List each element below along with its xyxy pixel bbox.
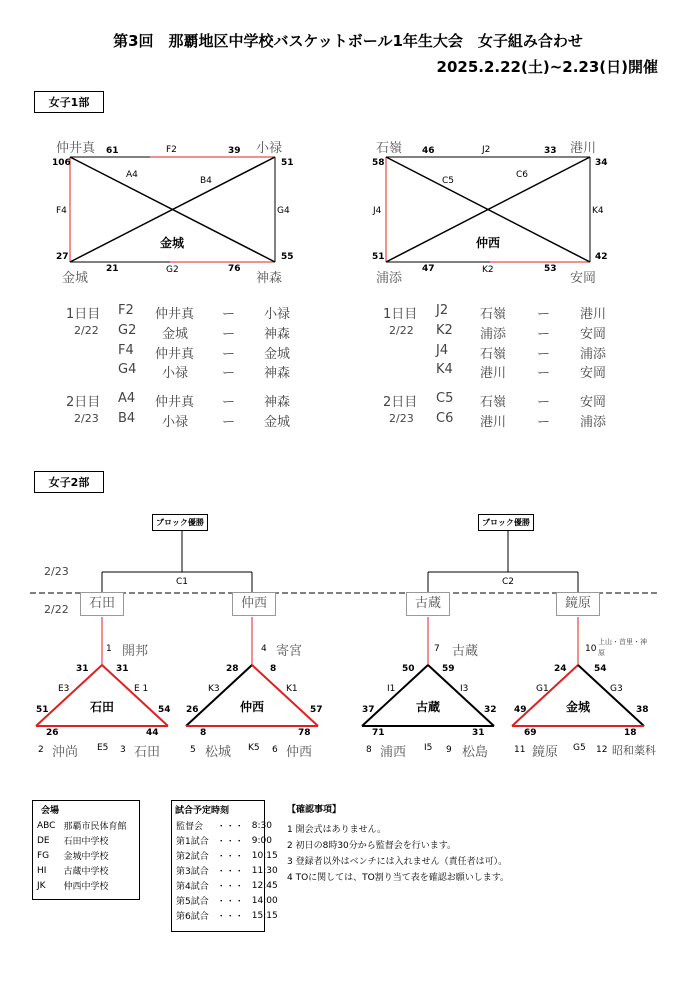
away-team: 港川 — [580, 307, 607, 322]
venue-code: ABC — [37, 820, 56, 831]
note-item: 4 TOに関しては、TO割り当て表を確認お願いします。 — [287, 873, 510, 883]
score: 31 — [116, 664, 129, 674]
box-team: 鏡原 — [556, 592, 600, 616]
time-box — [171, 800, 278, 932]
box-team: 石田 — [80, 592, 124, 616]
seed-team: 松島 — [462, 745, 489, 760]
date-day2: 2/23 — [44, 565, 69, 578]
away-team: 神森 — [264, 366, 291, 381]
seed-team: 上山・首里・神原 — [598, 638, 647, 657]
time-label: 第2試合 — [176, 852, 209, 862]
triangle-2 — [186, 665, 318, 726]
triangle-4 — [512, 665, 644, 726]
time-dots: ・・・ — [216, 867, 244, 877]
game-label: G4 — [277, 206, 290, 216]
triangle-winner: 金城 — [566, 700, 591, 714]
time-value: 10:15 — [251, 850, 278, 861]
game-label: F2 — [166, 145, 177, 155]
seed-no: 11 — [514, 745, 526, 755]
game-code: K4 — [436, 362, 453, 377]
game-label: F4 — [56, 206, 67, 216]
seed-team: 寄宮 — [276, 644, 303, 659]
seed-no: 1 — [106, 644, 112, 654]
day-label: 2日目 — [383, 395, 418, 410]
vs-dash: ー — [222, 307, 236, 322]
box-team: 仲西 — [232, 592, 276, 616]
score: 61 — [106, 146, 119, 156]
time-dots: ・・・ — [216, 882, 244, 892]
venue-name: 金城中学校 — [63, 852, 109, 862]
seed-team: 浦西 — [380, 745, 407, 760]
time-title: 試合予定時刻 — [175, 806, 230, 816]
seed-team: 沖尚 — [52, 745, 79, 760]
venue-code: HI — [37, 865, 47, 876]
score: 24 — [554, 664, 567, 674]
vs-dash: ー — [537, 347, 551, 362]
score: 31 — [472, 728, 485, 738]
home-team: 石嶺 — [480, 395, 507, 410]
triangle-3 — [362, 665, 494, 726]
game-code: A4 — [118, 391, 136, 406]
time-label: 監督会 — [176, 822, 204, 832]
game-label: E3 — [58, 684, 70, 694]
venue-table — [33, 818, 130, 893]
time-value: 11:30 — [251, 865, 278, 876]
game-label: G1 — [536, 684, 549, 694]
game-label: I3 — [460, 684, 469, 694]
home-team: 仲井真 — [155, 347, 195, 362]
team-tl: 仲井真 — [56, 141, 96, 156]
seed-team: 鏡原 — [532, 745, 559, 760]
away-team: 神森 — [264, 327, 291, 342]
home-team: 石嶺 — [480, 347, 507, 362]
game-label: E5 — [97, 743, 109, 753]
venue-name: 石田中学校 — [63, 837, 109, 847]
score: 78 — [298, 728, 311, 738]
game-label: A4 — [126, 170, 138, 180]
section-label-girls-1: 女子1部 — [34, 91, 104, 113]
time-table — [172, 818, 282, 923]
time-dots: ・・・ — [216, 912, 244, 922]
game-label: I1 — [387, 684, 396, 694]
game-code: B4 — [118, 411, 136, 426]
triangle-winner: 石田 — [90, 700, 115, 714]
away-team: 安岡 — [580, 395, 607, 410]
score: 21 — [106, 264, 119, 274]
game-label: G5 — [573, 743, 586, 753]
seed-no: 9 — [446, 745, 452, 755]
team-tl: 石嶺 — [376, 141, 403, 156]
day-label: 1日目 — [383, 307, 418, 322]
note-item: 3 登録者以外はベンチには入れません（責任者は可）。 — [287, 857, 508, 867]
score: 32 — [484, 705, 497, 715]
final-game: C2 — [502, 577, 515, 587]
score: 55 — [281, 252, 294, 262]
away-team: 金城 — [264, 415, 291, 430]
note-item: 2 初日の8時30分から監督会を行います。 — [287, 841, 457, 851]
score: 28 — [226, 664, 239, 674]
day-label: 1日目 — [66, 307, 101, 322]
home-team: 浦添 — [480, 327, 507, 342]
game-label: K3 — [208, 684, 220, 694]
game-label: K4 — [592, 206, 604, 216]
score: 26 — [186, 705, 199, 715]
score: 27 — [56, 252, 69, 262]
time-label: 第3試合 — [176, 867, 209, 877]
final-game: C1 — [176, 577, 189, 587]
score: 34 — [595, 158, 608, 168]
game-label: C5 — [442, 176, 455, 186]
team-br: 安岡 — [570, 271, 597, 286]
game-code: C5 — [436, 391, 454, 406]
team-bl: 金城 — [62, 271, 89, 286]
score: 26 — [46, 728, 59, 738]
vs-dash: ー — [537, 307, 551, 322]
day-label: 2日目 — [66, 395, 101, 410]
score: 71 — [372, 728, 385, 738]
vs-dash: ー — [537, 327, 551, 342]
home-team: 港川 — [480, 366, 507, 381]
game-code: C6 — [436, 411, 454, 426]
score: 38 — [636, 705, 649, 715]
vs-dash: ー — [222, 415, 236, 430]
score: 39 — [228, 146, 241, 156]
team-tr: 港川 — [570, 141, 597, 156]
score: 51 — [372, 252, 385, 262]
seed-team: 石田 — [134, 745, 161, 760]
vs-dash: ー — [537, 366, 551, 381]
seed-no: 10 — [585, 644, 597, 654]
score: 18 — [624, 728, 637, 738]
home-team: 小禄 — [162, 366, 189, 381]
venue-code: FG — [37, 850, 50, 861]
time-label: 第5試合 — [176, 897, 209, 907]
time-label: 第1試合 — [176, 837, 209, 847]
seed-no: 8 — [366, 745, 372, 755]
away-team: 安岡 — [580, 366, 607, 381]
game-code: J2 — [436, 303, 449, 318]
score: 58 — [372, 158, 385, 168]
score: 106 — [52, 158, 71, 168]
game-code: J4 — [436, 343, 449, 358]
block-b-winner: 仲西 — [476, 236, 501, 250]
team-tr: 小禄 — [256, 141, 283, 156]
venue-box — [32, 800, 140, 900]
game-label: J4 — [373, 206, 382, 216]
team-br: 神森 — [256, 271, 283, 286]
score: 57 — [310, 705, 323, 715]
home-team: 仲井真 — [155, 307, 195, 322]
score: 59 — [442, 664, 455, 674]
seed-no: 6 — [272, 745, 278, 755]
score: 33 — [544, 146, 557, 156]
score: 51 — [36, 705, 49, 715]
away-team: 小禄 — [264, 307, 291, 322]
date-day1: 2/22 — [44, 603, 69, 616]
away-team: 浦添 — [580, 415, 607, 430]
home-team: 仲井真 — [155, 395, 195, 410]
seed-no: 4 — [261, 644, 267, 654]
block-a-winner: 金城 — [160, 236, 185, 250]
game-label: C6 — [516, 170, 529, 180]
seed-no: 7 — [434, 644, 440, 654]
venue-name: 仲西中学校 — [63, 882, 109, 892]
vs-dash: ー — [537, 415, 551, 430]
game-label: K2 — [482, 265, 494, 275]
game-label: J2 — [482, 145, 491, 155]
game-code: G2 — [118, 323, 137, 338]
score: 69 — [524, 728, 537, 738]
score: 37 — [362, 705, 375, 715]
home-team: 石嶺 — [480, 307, 507, 322]
notes-title: 【確認事項】 — [287, 805, 342, 815]
game-code: F4 — [118, 343, 134, 358]
vs-dash: ー — [537, 395, 551, 410]
seed-team: 古蔵 — [452, 644, 479, 659]
score: 54 — [158, 705, 171, 715]
score: 8 — [270, 664, 277, 674]
score: 31 — [76, 664, 89, 674]
score: 46 — [422, 146, 435, 156]
score: 50 — [402, 664, 415, 674]
venue-name: 古蔵中学校 — [63, 867, 109, 877]
score: 8 — [200, 728, 207, 738]
date-label: 2/22 — [389, 324, 414, 337]
game-code: F2 — [118, 303, 134, 318]
seed-team: 昭和薬科 — [612, 744, 656, 757]
vs-dash: ー — [222, 395, 236, 410]
game-label: E 1 — [134, 684, 149, 694]
time-value: 8:30 — [251, 820, 272, 831]
game-code: G4 — [118, 362, 137, 377]
seed-no: 2 — [38, 745, 44, 755]
vs-dash: ー — [222, 366, 236, 381]
score: 42 — [595, 252, 608, 262]
block-winner-box: ブロック優勝 — [152, 514, 208, 531]
game-label: G3 — [610, 684, 623, 694]
score: 44 — [146, 728, 159, 738]
note-item: 1 開会式はありません。 — [287, 825, 387, 835]
venue-title: 会場 — [41, 806, 60, 816]
score: 53 — [544, 264, 557, 274]
game-label: K1 — [286, 684, 298, 694]
date-label: 2/23 — [389, 412, 414, 425]
away-team: 安岡 — [580, 327, 607, 342]
score: 54 — [594, 664, 607, 674]
seed-no: 3 — [120, 745, 126, 755]
time-dots: ・・・ — [216, 837, 244, 847]
score: 76 — [228, 264, 241, 274]
away-team: 浦添 — [580, 347, 607, 362]
triangle-winner: 仲西 — [240, 700, 265, 714]
box-team: 古蔵 — [406, 592, 450, 616]
time-label: 第4試合 — [176, 882, 209, 892]
time-value: 15:15 — [251, 910, 278, 921]
game-label: G2 — [166, 265, 179, 275]
time-dots: ・・・ — [216, 822, 244, 832]
time-value: 12:45 — [251, 880, 278, 891]
vs-dash: ー — [222, 327, 236, 342]
section-label-girls-2: 女子2部 — [34, 471, 104, 493]
time-dots: ・・・ — [216, 852, 244, 862]
event-date: 2025.2.22(土)~2.23(日)開催 — [436, 58, 658, 76]
venue-code: JK — [37, 880, 46, 891]
triangle-winner: 古蔵 — [416, 700, 441, 714]
game-label: K5 — [248, 743, 260, 753]
venue-code: DE — [37, 835, 50, 846]
block-winner-box: ブロック優勝 — [478, 514, 534, 531]
time-value: 9:00 — [251, 835, 272, 846]
time-dots: ・・・ — [216, 897, 244, 907]
time-value: 14:00 — [251, 895, 278, 906]
venue-name: 那覇市民体育館 — [63, 822, 127, 832]
home-team: 小禄 — [162, 415, 189, 430]
time-label: 第6試合 — [176, 912, 209, 922]
date-label: 2/22 — [74, 324, 99, 337]
away-team: 金城 — [264, 347, 291, 362]
vs-dash: ー — [222, 347, 236, 362]
seed-team: 仲西 — [286, 745, 313, 760]
away-team: 神森 — [264, 395, 291, 410]
seed-team: 松城 — [205, 745, 232, 760]
seed-no: 5 — [190, 745, 196, 755]
home-team: 金城 — [162, 327, 189, 342]
game-label: I5 — [424, 743, 433, 753]
team-bl: 浦添 — [376, 271, 403, 286]
game-code: K2 — [436, 323, 453, 338]
score: 51 — [281, 158, 294, 168]
score: 49 — [514, 705, 527, 715]
triangle-1 — [36, 665, 168, 726]
page-title: 第3回 那覇地区中学校バスケットボール1年生大会 女子組み合わせ — [113, 32, 583, 50]
score: 47 — [422, 264, 435, 274]
seed-team: 開邦 — [122, 644, 149, 659]
home-team: 港川 — [480, 415, 507, 430]
seed-no: 12 — [596, 745, 608, 755]
game-label: B4 — [200, 176, 212, 186]
date-label: 2/23 — [74, 412, 99, 425]
